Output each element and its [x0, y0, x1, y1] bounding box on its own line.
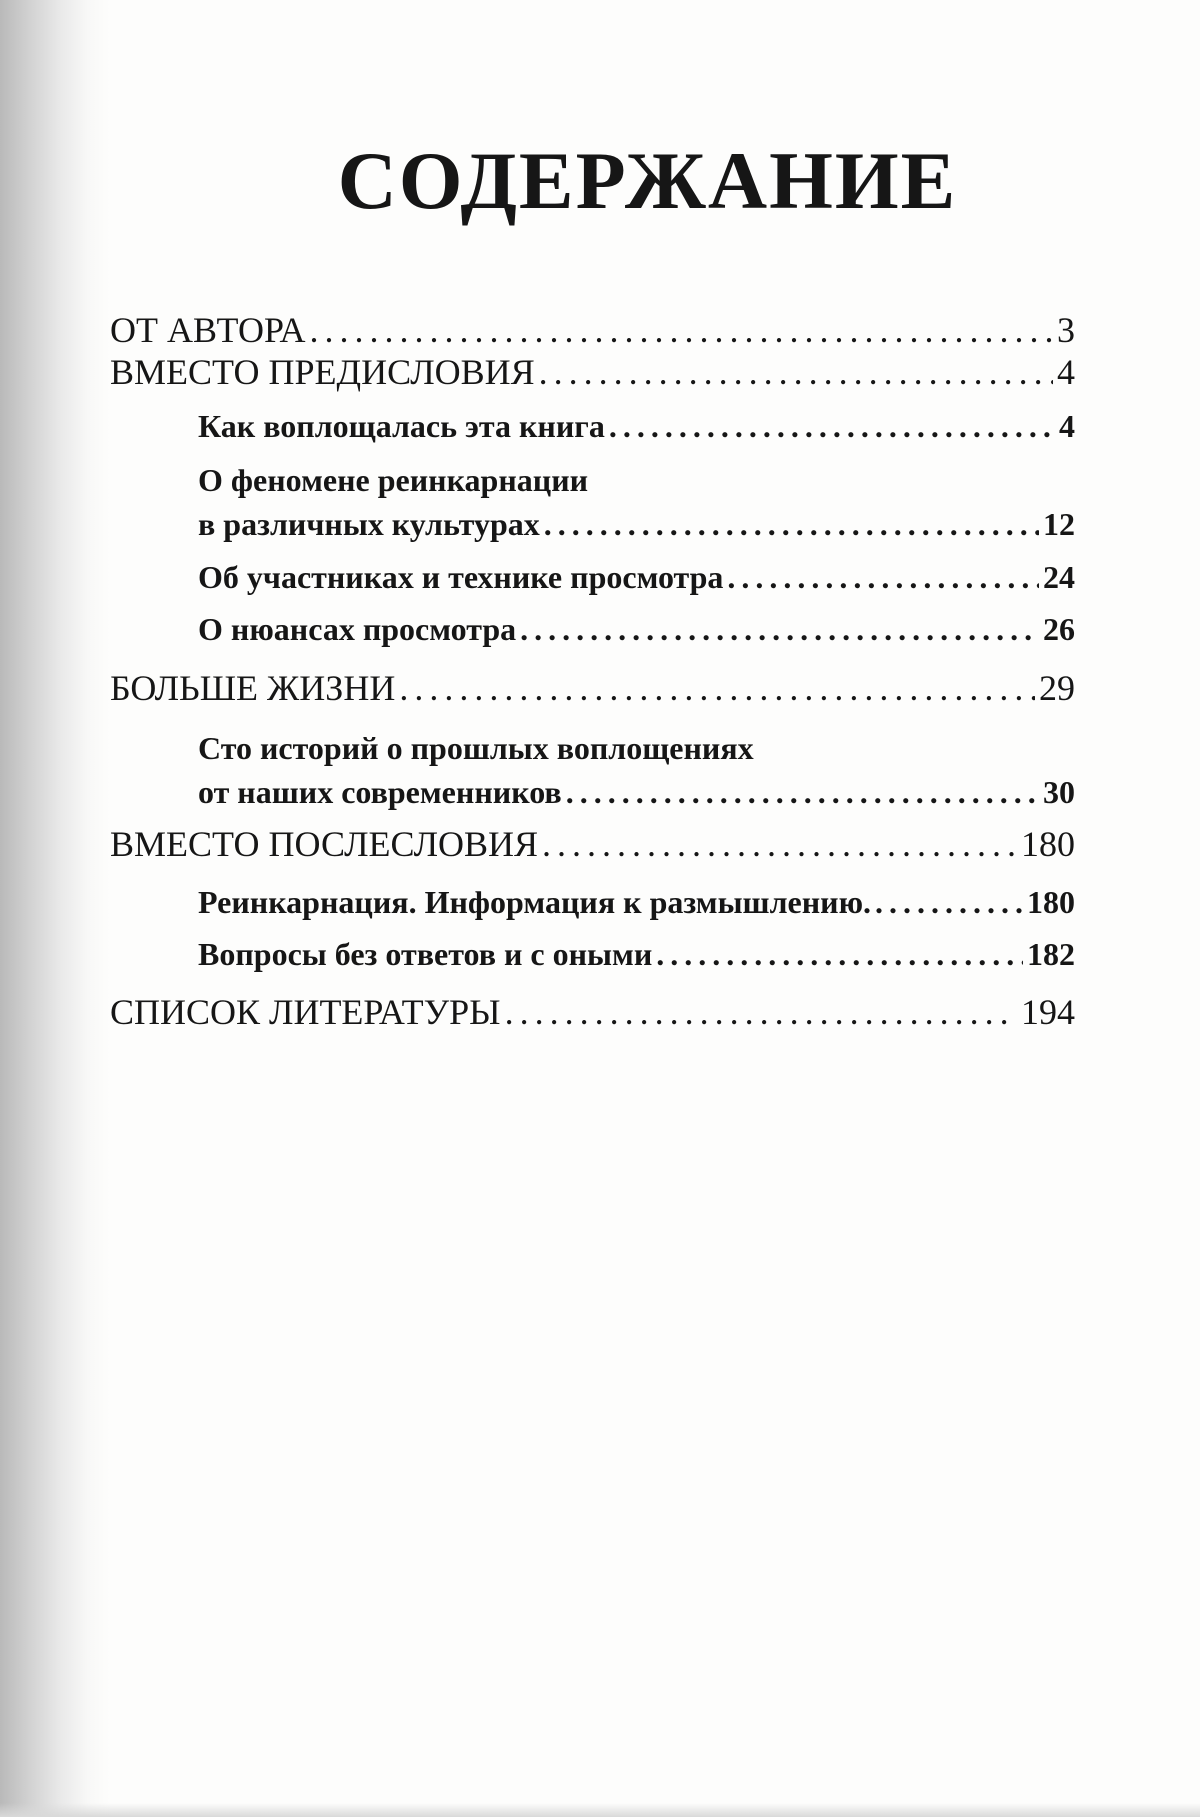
dot-leader	[535, 350, 1053, 394]
toc-entry-spisok-literatury[interactable]	[110, 990, 1075, 1034]
toc-entry-ot-avtora[interactable]	[110, 308, 1075, 352]
page-gutter-shadow	[0, 0, 110, 1817]
toc-page-number: 26	[1043, 611, 1075, 647]
toc-entry-label: Реинкарнация. Информация к размышлению.	[198, 884, 872, 920]
dot-leader	[305, 308, 1053, 352]
toc-page-number: 30	[1043, 774, 1075, 810]
toc-entry-label: СПИСОК ЛИТЕРАТУРЫ	[110, 992, 501, 1032]
toc-entry-o-fenomene[interactable]	[198, 458, 1075, 546]
toc-entry-label: ВМЕСТО ПРЕДИСЛОВИЯ	[110, 352, 535, 392]
dot-leader	[652, 932, 1023, 976]
toc-page-number: 3	[1057, 310, 1075, 350]
page-bottom-edge	[0, 1803, 1200, 1817]
toc-page-number: 12	[1043, 506, 1075, 542]
toc-entry-label: О нюансах просмотра	[198, 611, 517, 647]
toc-entry-label-line1: О феномене реинкарнации	[198, 462, 589, 498]
dot-leader	[723, 555, 1039, 599]
dot-leader	[605, 404, 1055, 448]
dot-leader	[562, 770, 1039, 814]
toc-page-number: 180	[1027, 884, 1075, 920]
toc-entry-label: в различных культурах	[198, 506, 540, 542]
toc-entry-reinkarnatsiya[interactable]	[198, 880, 1075, 924]
toc-page-number: 182	[1027, 936, 1075, 972]
dot-leader	[501, 990, 1017, 1034]
toc-entry-label: ОТ АВТОРА	[110, 310, 306, 350]
toc-entry-label: от наших современников	[198, 774, 562, 810]
toc-entry-label: Об участниках и технике просмотра	[198, 559, 724, 595]
dot-leader	[540, 502, 1039, 546]
toc-entry-vmesto-posleslovia[interactable]	[110, 822, 1075, 866]
page-title: СОДЕРЖАНИЕ	[337, 135, 958, 226]
toc-page-number: 4	[1059, 408, 1075, 444]
toc-entry-bolshe-zhizni[interactable]	[110, 666, 1075, 710]
toc-entry-label: ВМЕСТО ПОСЛЕСЛОВИЯ	[110, 824, 539, 864]
toc-entry-label: БОЛЬШЕ ЖИЗНИ	[110, 668, 396, 708]
toc-entry-voprosy[interactable]	[198, 932, 1075, 976]
toc-page-number: 24	[1043, 559, 1075, 595]
toc-entry-label: Как воплощалась эта книга	[198, 408, 605, 444]
dot-leader	[395, 666, 1035, 710]
toc-page-number: 29	[1039, 668, 1075, 708]
toc-entry-o-nyuansakh[interactable]	[198, 607, 1075, 651]
dot-leader	[871, 880, 1023, 924]
toc-page-number: 4	[1057, 352, 1075, 392]
toc-page-number: 180	[1021, 824, 1075, 864]
toc-entry-ob-uchastnikakh[interactable]	[198, 555, 1075, 599]
toc-entry-kak-voploshchalas[interactable]	[198, 404, 1075, 448]
toc-entry-sto-istoriy[interactable]	[198, 726, 1075, 814]
toc-entry-label-line1: Сто историй о прошлых воплощениях	[198, 730, 754, 766]
toc-page-number: 194	[1021, 992, 1075, 1032]
toc-entry-label: Вопросы без ответов и с оными	[198, 936, 653, 972]
dot-leader	[516, 607, 1039, 651]
dot-leader	[538, 822, 1017, 866]
toc-entry-vmesto-predisloviya[interactable]	[110, 350, 1075, 394]
